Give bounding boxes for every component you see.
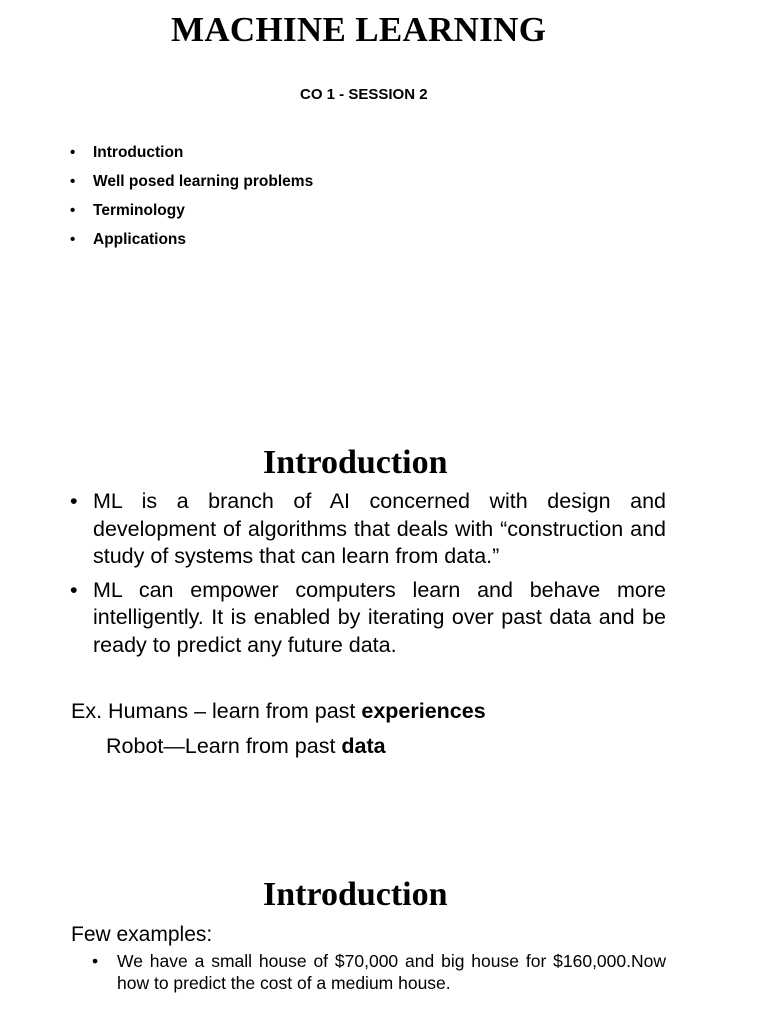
section-title: Introduction bbox=[263, 444, 448, 481]
agenda-item-label: Well posed learning problems bbox=[93, 173, 314, 190]
example-item bbox=[92, 950, 666, 994]
examples-lead: Few examples: bbox=[71, 923, 213, 946]
example-robot bbox=[106, 732, 386, 760]
bullet-icon: • bbox=[70, 173, 76, 190]
slide-title bbox=[0, 0, 768, 432]
page-title: MACHINE LEARNING bbox=[171, 10, 547, 49]
bullet-icon: • bbox=[70, 202, 76, 219]
session-subtitle: CO 1 - SESSION 2 bbox=[300, 86, 428, 103]
example-emphasis: experiences bbox=[361, 699, 486, 723]
bullet-icon: • bbox=[70, 231, 76, 248]
bullet-icon: • bbox=[70, 144, 76, 161]
bullet-icon: • bbox=[70, 577, 78, 602]
agenda-item bbox=[70, 230, 313, 259]
slide-introduction-examples bbox=[0, 864, 768, 1024]
agenda-item bbox=[70, 201, 313, 230]
agenda-item-label: Terminology bbox=[93, 202, 185, 219]
section-title: Introduction bbox=[263, 876, 448, 913]
examples-list bbox=[92, 950, 666, 994]
example-item-text: We have a small house of $70,000 and big house for $160,000.Now how to predict the cost of a medium house. bbox=[117, 951, 666, 993]
bullet-icon: • bbox=[92, 951, 99, 971]
bullet-item bbox=[70, 488, 666, 571]
agenda-item bbox=[70, 172, 313, 201]
agenda-list bbox=[70, 143, 313, 259]
slide-introduction bbox=[0, 432, 768, 864]
example-text: Robot—Learn from past bbox=[106, 734, 342, 758]
bullet-item bbox=[70, 577, 666, 660]
example-emphasis: data bbox=[341, 734, 386, 758]
agenda-item-label: Applications bbox=[93, 231, 187, 248]
bullet-list bbox=[70, 488, 666, 665]
bullet-text: ML is a branch of AI concerned with design and development of algorithms that deals with “construction and study of systems that can learn from data.” bbox=[93, 489, 666, 568]
agenda-item bbox=[70, 143, 313, 172]
bullet-text: ML can empower computers learn and behave more intelligently. It is enabled by iterating over past data and be ready to predict any future data. bbox=[93, 577, 666, 657]
example-text: Ex. Humans – learn from past bbox=[71, 699, 362, 723]
example-humans bbox=[71, 697, 486, 725]
bullet-icon: • bbox=[70, 489, 78, 513]
agenda-item-label: Introduction bbox=[93, 144, 184, 161]
